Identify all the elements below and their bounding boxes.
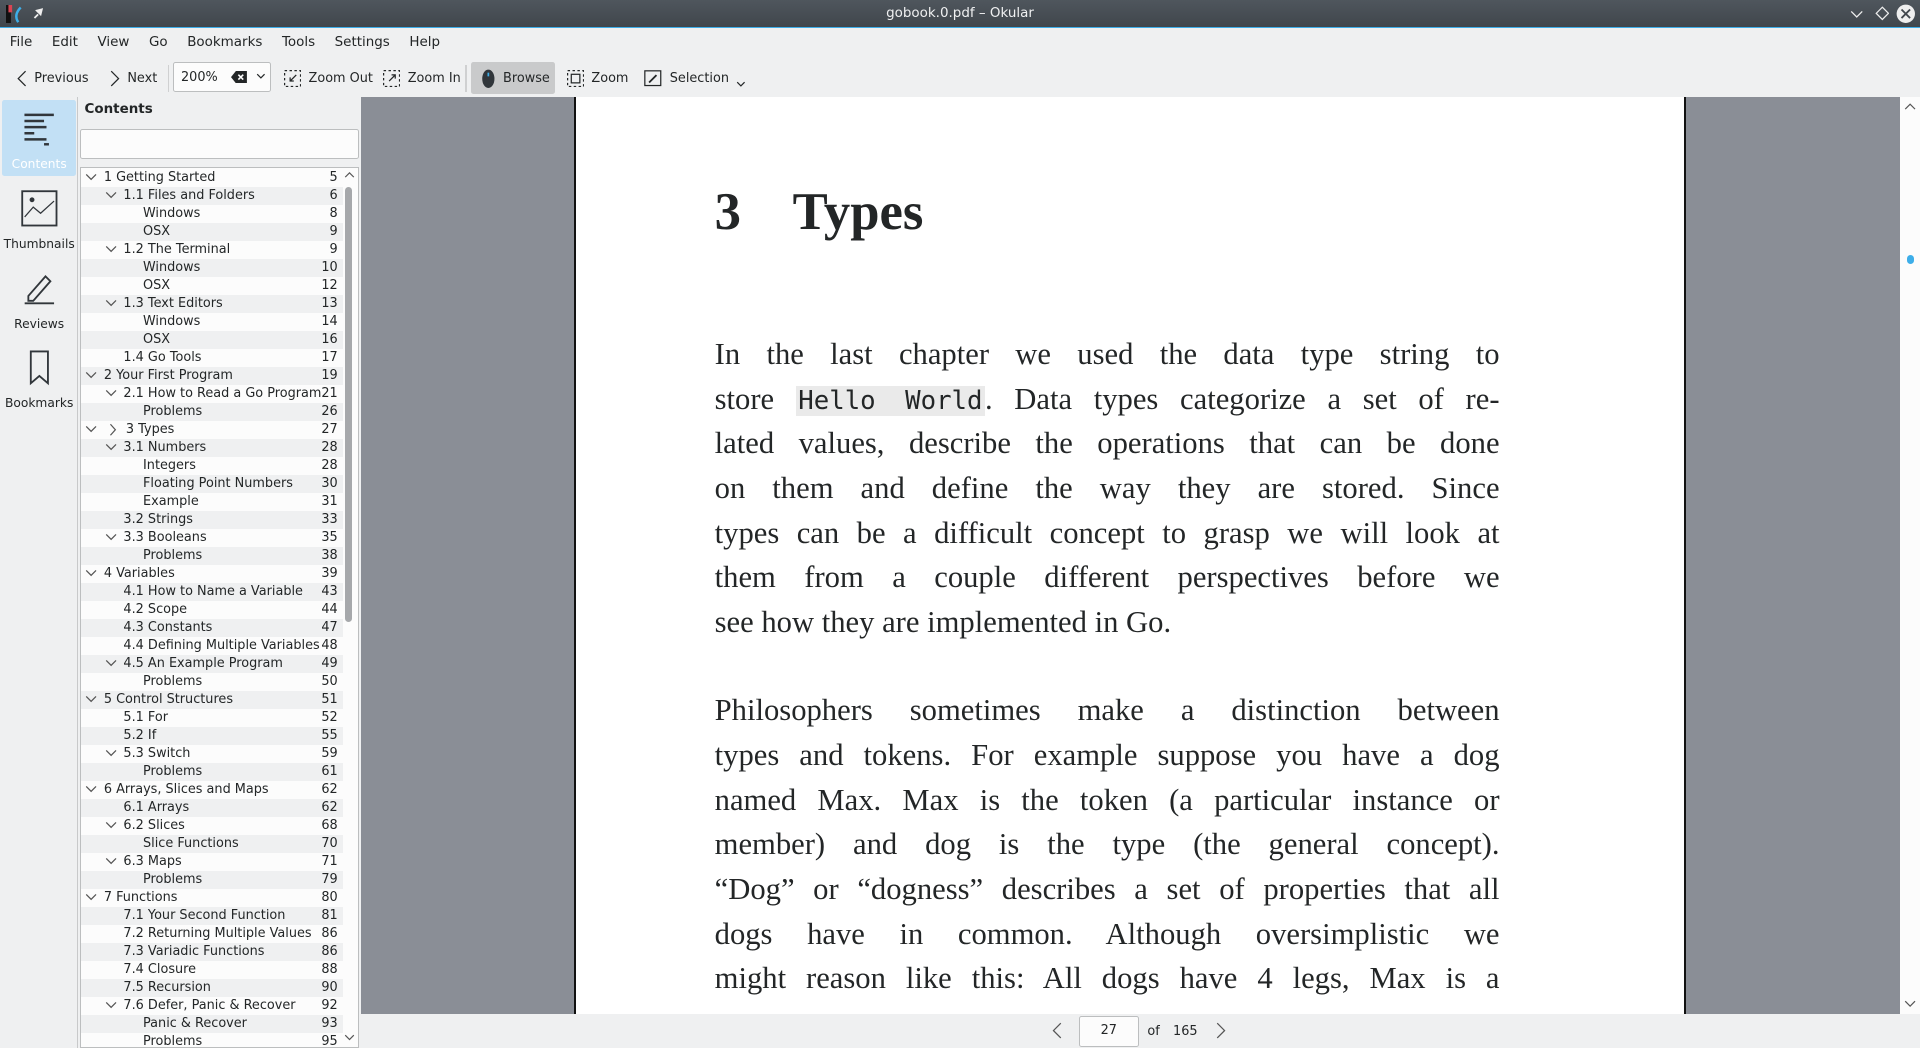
toc-item[interactable] [81, 565, 343, 583]
sidebar-item-contents[interactable] [2, 100, 75, 176]
panel-title: Contents [84, 101, 153, 117]
toc-item-title: 1.2 The Terminal [123, 241, 231, 257]
toc-item-title: 7.6 Defer, Panic & Recover [123, 997, 296, 1013]
scroll-up-icon[interactable] [1904, 103, 1916, 110]
toc-item[interactable] [81, 403, 343, 421]
menu-bar [0, 29, 1920, 58]
toc-item-title: Problems [143, 673, 203, 689]
toc-item-page: 62 [321, 799, 338, 815]
toc-item-page: 39 [321, 565, 338, 581]
text-line: see how they are implemented in Go. [714, 604, 1172, 639]
toc-item-title: 1.3 Text Editors [123, 295, 223, 311]
next-page-icon[interactable] [1216, 1022, 1227, 1039]
text-run: store [714, 381, 796, 416]
toc-item[interactable] [81, 835, 343, 853]
sidebar [0, 97, 78, 1048]
menu-edit[interactable]: Edit [51, 35, 78, 51]
toc-item-title: Example [143, 493, 199, 509]
toc-item-page: 43 [321, 583, 338, 599]
toc-item[interactable] [81, 313, 343, 331]
text-line: might reason like this: All dogs have 4 legs, Max is a [714, 961, 1500, 996]
expand-chevron-icon[interactable] [105, 1000, 117, 1010]
toc-item[interactable] [81, 853, 343, 871]
toc-item-page: 70 [321, 835, 338, 851]
toc-item[interactable] [81, 673, 343, 691]
selection-tool-button[interactable] [638, 65, 751, 92]
toc-item-title: OSX [143, 331, 171, 347]
zoom-out-button[interactable] [279, 65, 378, 92]
toc-item-title: 4.4 Defining Multiple Variables [123, 637, 320, 653]
toc-item-page: 38 [321, 547, 338, 563]
toc-item-page: 88 [321, 961, 338, 977]
toc-item-page: 26 [321, 403, 338, 419]
toc-item-title: Windows [143, 205, 201, 221]
toc-item-page: 50 [321, 673, 338, 689]
text-line: on them and define the way they are stored. Since [714, 470, 1500, 505]
toc-item-page: 19 [321, 367, 338, 383]
expand-chevron-icon[interactable] [105, 748, 117, 758]
toc-item-page: 92 [321, 997, 338, 1013]
expand-chevron-icon[interactable] [105, 856, 117, 866]
toc-item-title: 2.1 How to Read a Go Program [123, 385, 322, 401]
text-line: named Max. Max is the token (a particular instance or [714, 782, 1500, 817]
scrollbar-thumb[interactable] [1907, 255, 1914, 265]
toc-item-title: 4 Variables [103, 565, 175, 581]
paragraph [715, 688, 1500, 1001]
toc-item-page: 27 [321, 421, 338, 437]
text-line: lated values, describe the operations that can be done [714, 426, 1500, 461]
text-line: “Dog” or “dogness” describes a set of properties that all [714, 871, 1500, 906]
toc-item[interactable] [81, 727, 343, 745]
zoom-in-icon [383, 70, 400, 87]
contents-scrollbar-thumb[interactable] [345, 187, 352, 622]
sidebar-label: Reviews [14, 316, 65, 331]
chapter-number: 3 [714, 183, 741, 242]
toc-item-page: 5 [329, 169, 338, 185]
contents-panel [80, 97, 360, 1048]
toc-item-page: 52 [321, 709, 338, 725]
toc-item-page: 8 [329, 205, 338, 221]
toc-item-page: 59 [321, 745, 338, 761]
toc-item-page: 13 [321, 295, 338, 311]
contents-icon [22, 110, 56, 147]
expand-chevron-icon[interactable] [85, 784, 97, 794]
menu-settings[interactable]: Settings [334, 35, 390, 51]
chevron-down-icon[interactable] [736, 81, 746, 88]
toc-item-page: 35 [321, 529, 338, 545]
chapter-title: Types [792, 183, 924, 242]
toc-item-title: 4.1 How to Name a Variable [123, 583, 303, 599]
toc-item[interactable] [81, 169, 343, 187]
toc-item[interactable] [81, 1033, 343, 1048]
toc-item-page: 61 [321, 763, 338, 779]
expand-chevron-icon[interactable] [105, 532, 117, 542]
toc-item-page: 86 [321, 943, 338, 959]
toc-item[interactable] [81, 1015, 343, 1033]
toc-item[interactable] [81, 781, 343, 799]
toc-item[interactable] [81, 709, 343, 727]
toc-item-title: 5.3 Switch [123, 745, 191, 761]
toc-item-page: 30 [321, 475, 338, 491]
toc-item-page: 21 [321, 385, 338, 401]
toc-item-title: Integers [143, 457, 196, 473]
toc-item-title: 7.5 Recursion [123, 979, 211, 995]
toc-item-page: 48 [321, 637, 338, 653]
menu-bookmarks[interactable]: Bookmarks [187, 35, 263, 51]
toc-item-page: 10 [321, 259, 338, 275]
sidebar-item-bookmarks[interactable] [2, 339, 75, 415]
toc-item[interactable] [81, 439, 343, 457]
toc-item[interactable] [81, 367, 343, 385]
toc-item[interactable] [81, 295, 343, 313]
sidebar-label: Contents [11, 157, 67, 172]
toc-item-page: 33 [321, 511, 338, 527]
toc-item-page: 6 [329, 187, 338, 203]
expand-chevron-icon[interactable] [105, 190, 117, 200]
toc-item-title: 5.2 If [123, 727, 157, 743]
toc-item[interactable] [81, 547, 343, 565]
expand-chevron-icon[interactable] [85, 172, 97, 182]
toc-item-page: 62 [321, 781, 338, 797]
toc-item[interactable] [81, 925, 343, 943]
current-section-icon [108, 423, 118, 436]
expand-chevron-icon[interactable] [105, 442, 117, 452]
toc-item-page: 28 [321, 439, 338, 455]
toc-item-title: Problems [143, 871, 203, 887]
toc-item-title: Windows [143, 259, 201, 275]
previous-button[interactable] [12, 65, 93, 92]
toc-item-page: 14 [321, 313, 338, 329]
toc-item[interactable] [81, 385, 343, 403]
toc-item-page: 31 [321, 493, 338, 509]
toc-item-page: 68 [321, 817, 338, 833]
reviews-icon [21, 269, 58, 306]
toc-item-title: 6.1 Arrays [123, 799, 190, 815]
expand-chevron-icon[interactable] [85, 892, 97, 902]
expand-chevron-icon[interactable] [105, 298, 117, 308]
toolbar-separator [465, 65, 466, 92]
zoom-out-label: Zoom Out [308, 70, 373, 86]
toc-item-title: 7.2 Returning Multiple Values [123, 925, 312, 941]
toc-item-page: 55 [321, 727, 338, 743]
text-line [715, 377, 1500, 422]
toc-item[interactable] [81, 691, 343, 709]
toc-item-page: 44 [321, 601, 338, 617]
text-run: . Data types categorize a set of re- [984, 381, 1500, 416]
toc-item-title: 7 Functions [103, 889, 178, 905]
toc-item[interactable] [81, 475, 343, 493]
toc-item-title: Problems [143, 403, 203, 419]
scroll-down-icon[interactable] [344, 1034, 355, 1041]
toc-item-page: 80 [321, 889, 338, 905]
contents-search-input[interactable] [80, 129, 359, 160]
mouse-icon [481, 69, 495, 89]
chapter-heading [715, 182, 924, 242]
toc-item[interactable] [81, 799, 343, 817]
zoom-tool-button[interactable] [562, 65, 633, 92]
toc-item[interactable] [81, 493, 343, 511]
toc-item-page: 81 [321, 907, 338, 923]
text-line: types can be a difficult concept to grasp we will look at [714, 515, 1500, 550]
toc-item[interactable] [81, 619, 343, 637]
paragraph [715, 332, 1500, 645]
menu-view[interactable]: View [97, 35, 130, 51]
toc-item[interactable] [81, 331, 343, 349]
toc-item-page: 93 [321, 1015, 338, 1031]
toc-item[interactable] [81, 637, 343, 655]
toc-item-title: Floating Point Numbers [143, 475, 293, 491]
text-line: types and tokens. For example suppose you have a dog [714, 737, 1500, 772]
selection-label: Selection [669, 70, 729, 86]
bookmark-icon [21, 349, 58, 386]
toc-item[interactable] [81, 529, 343, 547]
toc-item-title: 6.3 Maps [123, 853, 182, 869]
thumbnails-icon [21, 190, 58, 227]
toc-item-page: 51 [321, 691, 338, 707]
clear-text-icon[interactable] [231, 71, 247, 83]
toc-item-title: 4.2 Scope [123, 601, 188, 617]
contents-tree [80, 167, 359, 1048]
window-title: gobook.0.pdf – Okular [886, 6, 1034, 22]
toc-item-page: 47 [321, 619, 338, 635]
zoom-in-label: Zoom In [407, 70, 461, 86]
title-bar [0, 0, 1920, 28]
toc-item-page: 17 [321, 349, 338, 365]
toc-item-title: 1.4 Go Tools [123, 349, 202, 365]
toc-item[interactable] [81, 349, 343, 367]
toc-item[interactable] [81, 205, 343, 223]
expand-chevron-icon[interactable] [85, 694, 97, 704]
toc-item[interactable] [81, 421, 343, 439]
menu-go[interactable]: Go [148, 35, 168, 51]
browse-tool-button[interactable] [471, 62, 554, 94]
toc-item-page: 71 [321, 853, 338, 869]
text-line: Philosophers sometimes make a distinction between [714, 693, 1500, 728]
toc-item-title: 7.3 Variadic Functions [123, 943, 265, 959]
zoom-level-value: 200% [180, 69, 218, 85]
toc-item-title: Problems [143, 763, 203, 779]
pdf-page [574, 97, 1686, 1014]
page-navigation-bar [361, 1014, 1920, 1048]
toc-item[interactable] [81, 961, 343, 979]
toc-item[interactable] [81, 817, 343, 835]
menu-help[interactable]: Help [409, 35, 441, 51]
page-number-input[interactable]: 27 [1079, 1016, 1139, 1047]
toc-item[interactable] [81, 511, 343, 529]
toc-item-title: OSX [143, 277, 171, 293]
toc-item-title: Windows [143, 313, 201, 329]
toc-item[interactable] [81, 871, 343, 889]
chevron-left-icon [17, 70, 27, 87]
toc-item-page: 49 [321, 655, 338, 671]
total-pages: 165 [1173, 1023, 1198, 1039]
toc-item[interactable] [81, 943, 343, 961]
menu-tools[interactable]: Tools [281, 35, 316, 51]
toc-item-title: 7.4 Closure [123, 961, 197, 977]
minimize-icon[interactable] [1850, 9, 1863, 19]
toc-item-page: 28 [321, 457, 338, 473]
previous-label: Previous [34, 70, 89, 86]
toc-item-title: 7.1 Your Second Function [123, 907, 286, 923]
toc-item-page: 79 [321, 871, 338, 887]
chevron-right-icon [110, 70, 120, 87]
toc-item[interactable] [81, 979, 343, 997]
toc-item[interactable] [81, 241, 343, 259]
toc-item[interactable] [81, 583, 343, 601]
toc-item-page: 16 [321, 331, 338, 347]
toc-item[interactable] [81, 997, 343, 1015]
toc-item-title: 3.1 Numbers [123, 439, 207, 455]
toc-item-title: 3 Types [125, 421, 175, 437]
document-scrollbar[interactable] [1900, 97, 1920, 1014]
selection-icon [643, 69, 663, 87]
expand-chevron-icon[interactable] [105, 820, 117, 830]
toc-item-page: 86 [321, 925, 338, 941]
toolbar [0, 60, 1920, 96]
toolbar-separator [168, 65, 169, 92]
sidebar-label: Bookmarks [4, 396, 74, 411]
toc-item[interactable] [81, 655, 343, 673]
zoom-out-icon [284, 70, 301, 87]
toc-item[interactable] [81, 187, 343, 205]
zoom-tool-label: Zoom [591, 70, 629, 86]
toc-item-title: 4.5 An Example Program [123, 655, 283, 671]
toc-item-title: OSX [143, 223, 171, 239]
chevron-down-icon[interactable] [256, 73, 266, 80]
toc-item[interactable] [81, 223, 343, 241]
text-line: member) and dog is the type (the general concept). [714, 827, 1500, 862]
close-icon[interactable] [1896, 4, 1916, 24]
toc-item-title: 3.3 Booleans [123, 529, 207, 545]
text-line: them from a couple different perspectives before we [714, 560, 1500, 595]
toc-item[interactable] [81, 907, 343, 925]
toc-item[interactable] [81, 457, 343, 475]
of-label: of [1147, 1023, 1160, 1039]
browse-label: Browse [503, 70, 550, 86]
zoom-level-combo[interactable] [173, 62, 271, 91]
text-line: In the last chapter we used the data type string to [714, 336, 1500, 371]
expand-chevron-icon[interactable] [105, 658, 117, 668]
toc-item[interactable] [81, 763, 343, 781]
toc-item-title: Panic & Recover [143, 1015, 247, 1031]
toc-item-title: 5 Control Structures [103, 691, 234, 707]
sidebar-item-thumbnails[interactable] [2, 180, 75, 256]
toc-item-title: Problems [143, 1033, 203, 1048]
toc-item-title: Problems [143, 547, 203, 563]
document-view[interactable] [361, 97, 1900, 1014]
toc-item-page: 12 [321, 277, 338, 293]
scroll-up-icon[interactable] [344, 171, 355, 178]
sidebar-label: Thumbnails [3, 237, 75, 252]
next-button[interactable] [105, 65, 162, 92]
toc-item[interactable] [81, 259, 343, 277]
toc-item[interactable] [81, 745, 343, 763]
expand-chevron-icon[interactable] [85, 568, 97, 578]
toc-item[interactable] [81, 889, 343, 907]
zoom-in-button[interactable] [378, 65, 465, 92]
toc-item-title: 3.2 Strings [123, 511, 193, 527]
expand-chevron-icon[interactable] [105, 388, 117, 398]
menu-file[interactable]: File [9, 35, 33, 51]
zoom-tool-icon [567, 70, 584, 87]
maximize-icon[interactable] [1875, 6, 1890, 21]
toc-item-title: 2 Your First Program [103, 367, 233, 383]
scroll-down-icon[interactable] [1904, 1000, 1916, 1007]
toc-item-page: 9 [329, 241, 338, 257]
text-line: dogs have in common. Although oversimplistic we [714, 916, 1500, 951]
toc-item[interactable] [81, 601, 343, 619]
toc-item[interactable] [81, 277, 343, 295]
toc-item-title: 1.1 Files and Folders [123, 187, 255, 203]
toc-item-page: 95 [321, 1033, 338, 1048]
expand-chevron-icon[interactable] [105, 244, 117, 254]
expand-chevron-icon[interactable] [85, 424, 97, 434]
inline-code: Hello World [796, 386, 985, 416]
expand-chevron-icon[interactable] [85, 370, 97, 380]
toc-item-title: 1 Getting Started [103, 169, 216, 185]
toc-item-title: Slice Functions [143, 835, 239, 851]
toc-item-title: 4.3 Constants [123, 619, 213, 635]
toc-item-page: 9 [329, 223, 338, 239]
toc-item-title: 5.1 For [123, 709, 168, 725]
toc-item-page: 90 [321, 979, 338, 995]
next-label: Next [127, 70, 158, 86]
toc-item-title: 6.2 Slices [123, 817, 185, 833]
sidebar-item-reviews[interactable] [2, 260, 75, 336]
previous-page-icon[interactable] [1051, 1022, 1062, 1039]
toc-item-title: 6 Arrays, Slices and Maps [103, 781, 269, 797]
